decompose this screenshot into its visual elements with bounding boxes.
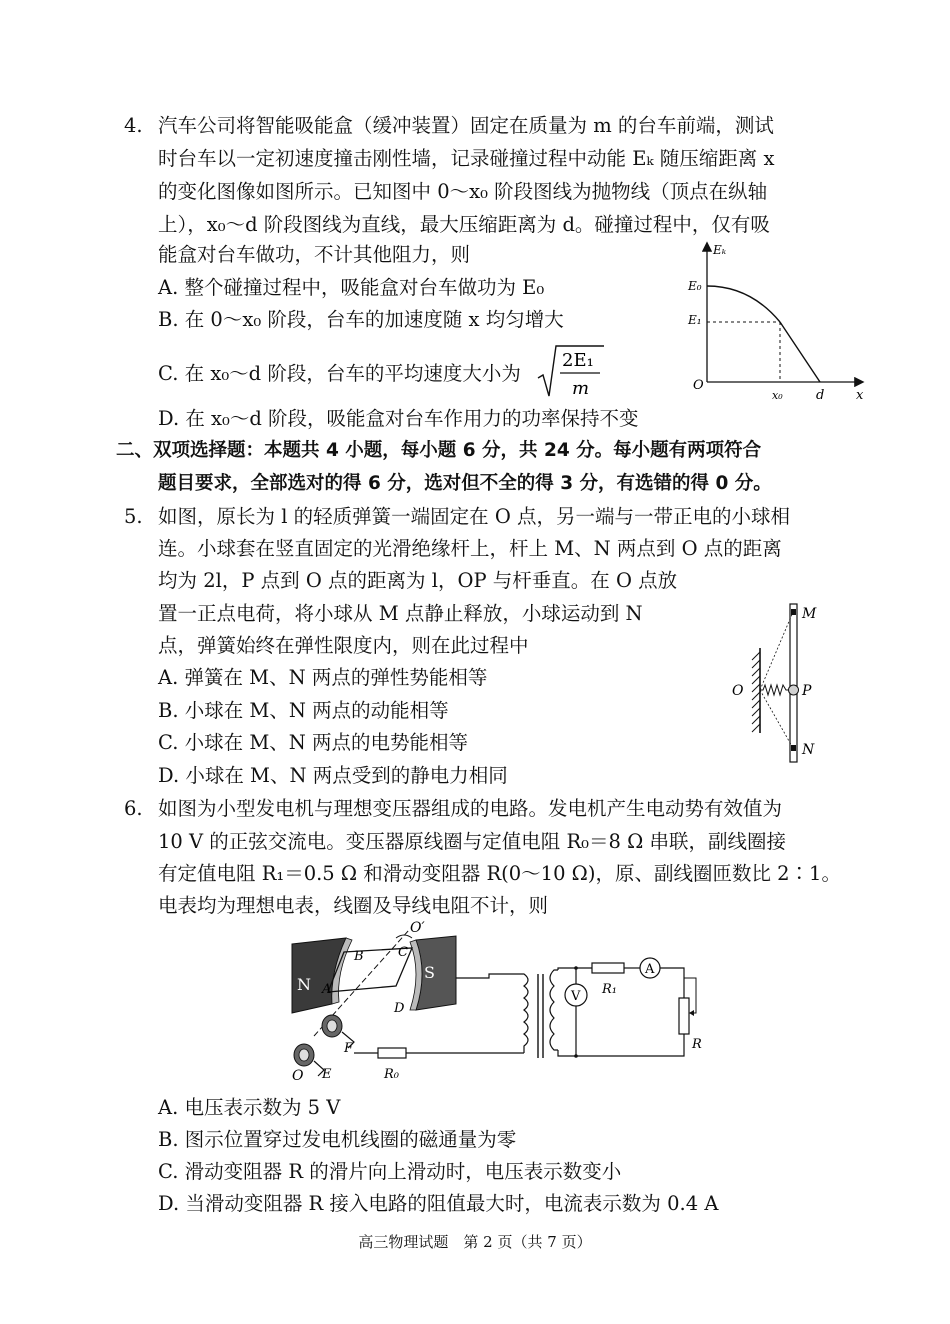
q5-spring-rod-figure [722,598,832,770]
section2-title-line-1: 二、双项选择题：本题共 4 小题，每小题 6 分，共 24 分。每小题有两项符合 [116,440,762,461]
q5-label-p: P [802,683,812,699]
q5-option-d: D. 小球在 M、N 两点受到的静电力相同 [158,764,508,787]
q5-stem-line-1: 如图，原长为 l 的轻质弹簧一端固定在 O 点，另一端与一带正电的小球相 [158,505,791,528]
q6-generator-transformer-circuit [284,918,704,1090]
q4-y-axis-label: Eₖ [713,243,727,257]
q4-straight-segment [780,322,820,382]
q6-option-a: A. 电压表示数为 5 V [158,1096,341,1119]
q6-wire-top [456,974,519,978]
q4-option-d: D. 在 x₀～d 阶段，吸能盒对台车作用力的功率保持不变 [158,407,639,430]
q4-origin-label: O [693,378,704,393]
q5-rod [790,604,797,762]
q5-point-m-marker [791,609,796,615]
q5-spring [760,685,788,695]
q6-stem-line-2: 10 V 的正弦交流电。变压器原线圈与定值电阻 R₀＝8 Ω 串联，副线圈接 [158,830,786,853]
q6-number: 6. [124,797,143,820]
q6-stem-line-4: 电表均为理想电表，线圈及导线电阻不计，则 [158,894,549,917]
q6-label-s: S [424,963,435,982]
q4-stem-line-4: 上），x₀～d 阶段图线为直线，最大压缩距离为 d。碰撞过程中，仅有吸 [158,213,770,236]
q6-stem-line-1: 如图为小型发电机与理想变压器组成的电路。发电机产生电动势有效值为 [158,797,783,820]
q5-option-b: B. 小球在 M、N 两点的动能相等 [158,699,449,722]
q5-label-n: N [802,742,815,758]
q6-label-o-prime: O′ [410,920,425,936]
section2-title-line-2: 题目要求，全部选对的得 6 分，选对但不全的得 3 分，有选错的得 0 分。 [158,473,772,494]
q6-label-c: C [398,945,408,960]
q4-parabola [707,286,780,322]
q6-label-d: D [394,1001,405,1016]
q6-stem-line-3: 有定值电阻 R₁＝0.5 Ω 和滑动变阻器 R(0～10 Ω)，原、副线圈匝数比 2∶1。 [158,862,841,885]
q4-ek-graph [680,238,875,408]
q5-dotted-on [760,690,793,748]
q4-stem-line-5: 能盒对台车做功，不计其他阻力，则 [158,243,471,266]
q6-rheostat-r [679,998,689,1034]
q6-resistor-r0 [378,1048,406,1058]
q6-ammeter-label: A [645,962,655,977]
q5-stem-line-2: 连。小球套在竖直固定的光滑绝缘杆上，杆上 M、N 两点到 O 点的距离 [158,537,782,560]
q5-ball [789,685,799,695]
q6-label-f: F [344,1041,354,1056]
q6-option-b: B. 图示位置穿过发电机线圈的磁通量为零 [158,1128,517,1151]
q5-stem-line-4: 置一正点电荷，将小球从 M 点静止释放，小球运动到 N [158,602,643,625]
q6-resistor-r1 [592,963,624,973]
q4-d-label: d [816,388,825,403]
q5-dotted-om [760,612,793,690]
q5-wall-hatching [752,652,760,732]
q4-option-c: C. 在 x₀～d 阶段，台车的平均速度大小为 [158,362,521,385]
q5-point-n-marker [791,745,796,751]
q4-option-a: A. 整个碰撞过程中，吸能盒对台车做功为 E₀ [158,276,545,299]
q4-number: 4. [124,114,143,137]
q6-label-o: O [292,1068,304,1084]
q5-label-o: O [732,683,744,699]
q4-x0-label: x₀ [772,389,783,402]
page-footer: 高三物理试题 第 2 页（共 7 页） [358,1233,592,1251]
q6-option-d: D. 当滑动变阻器 R 接入电路的阻值最大时，电流表示数为 0.4 A [158,1192,719,1215]
q4-sqrt-denominator: m [572,378,590,399]
q4-sqrt-numerator: 2E₁ [562,350,594,371]
q4-option-b: B. 在 0～x₀ 阶段，台车的加速度随 x 均匀增大 [158,308,564,331]
q5-option-a: A. 弹簧在 M、N 两点的弹性势能相等 [158,666,488,689]
q6-label-r: R [692,1037,702,1052]
q5-stem-line-5: 点，弹簧始终在弹性限度内，则在此过程中 [158,634,529,657]
q6-secondary-coil [550,970,558,1050]
q5-number: 5. [124,505,143,528]
q6-voltmeter-label: V [571,989,581,1004]
q5-stem-line-3: 均为 2l，P 点到 O 点的距离为 l，OP 与杆垂直。在 O 点放 [158,569,678,592]
q4-x-axis-label: x [856,388,864,403]
q4-stem-line-2: 时台车以一定初速度撞击刚性墙，记录碰撞过程中动能 Eₖ 随压缩距离 x [158,147,775,170]
q6-primary-coil [519,974,528,1053]
q4-sqrt-expression [536,342,606,402]
q4-e1-label: E₁ [688,313,702,327]
q5-label-m: M [802,606,817,622]
q4-e0-label: E₀ [688,279,702,293]
q6-label-r0: R₀ [384,1067,399,1082]
q5-option-c: C. 小球在 M、N 两点的电势能相等 [158,731,469,754]
q6-label-n: N [297,975,311,994]
q6-label-a: A [322,982,332,997]
q4-stem-line-3: 的变化图像如图所示。已知图中 0～x₀ 阶段图线为抛物线（顶点在纵轴 [158,180,768,203]
q6-label-e: E [322,1067,332,1082]
q4-stem-line-1: 汽车公司将智能吸能盒（缓冲装置）固定在质量为 m 的台车前端，测试 [158,114,774,137]
q6-option-c: C. 滑动变阻器 R 的滑片向上滑动时，电压表示数变小 [158,1160,622,1183]
q6-label-r1: R₁ [602,982,617,997]
q6-label-b: B [354,949,364,964]
